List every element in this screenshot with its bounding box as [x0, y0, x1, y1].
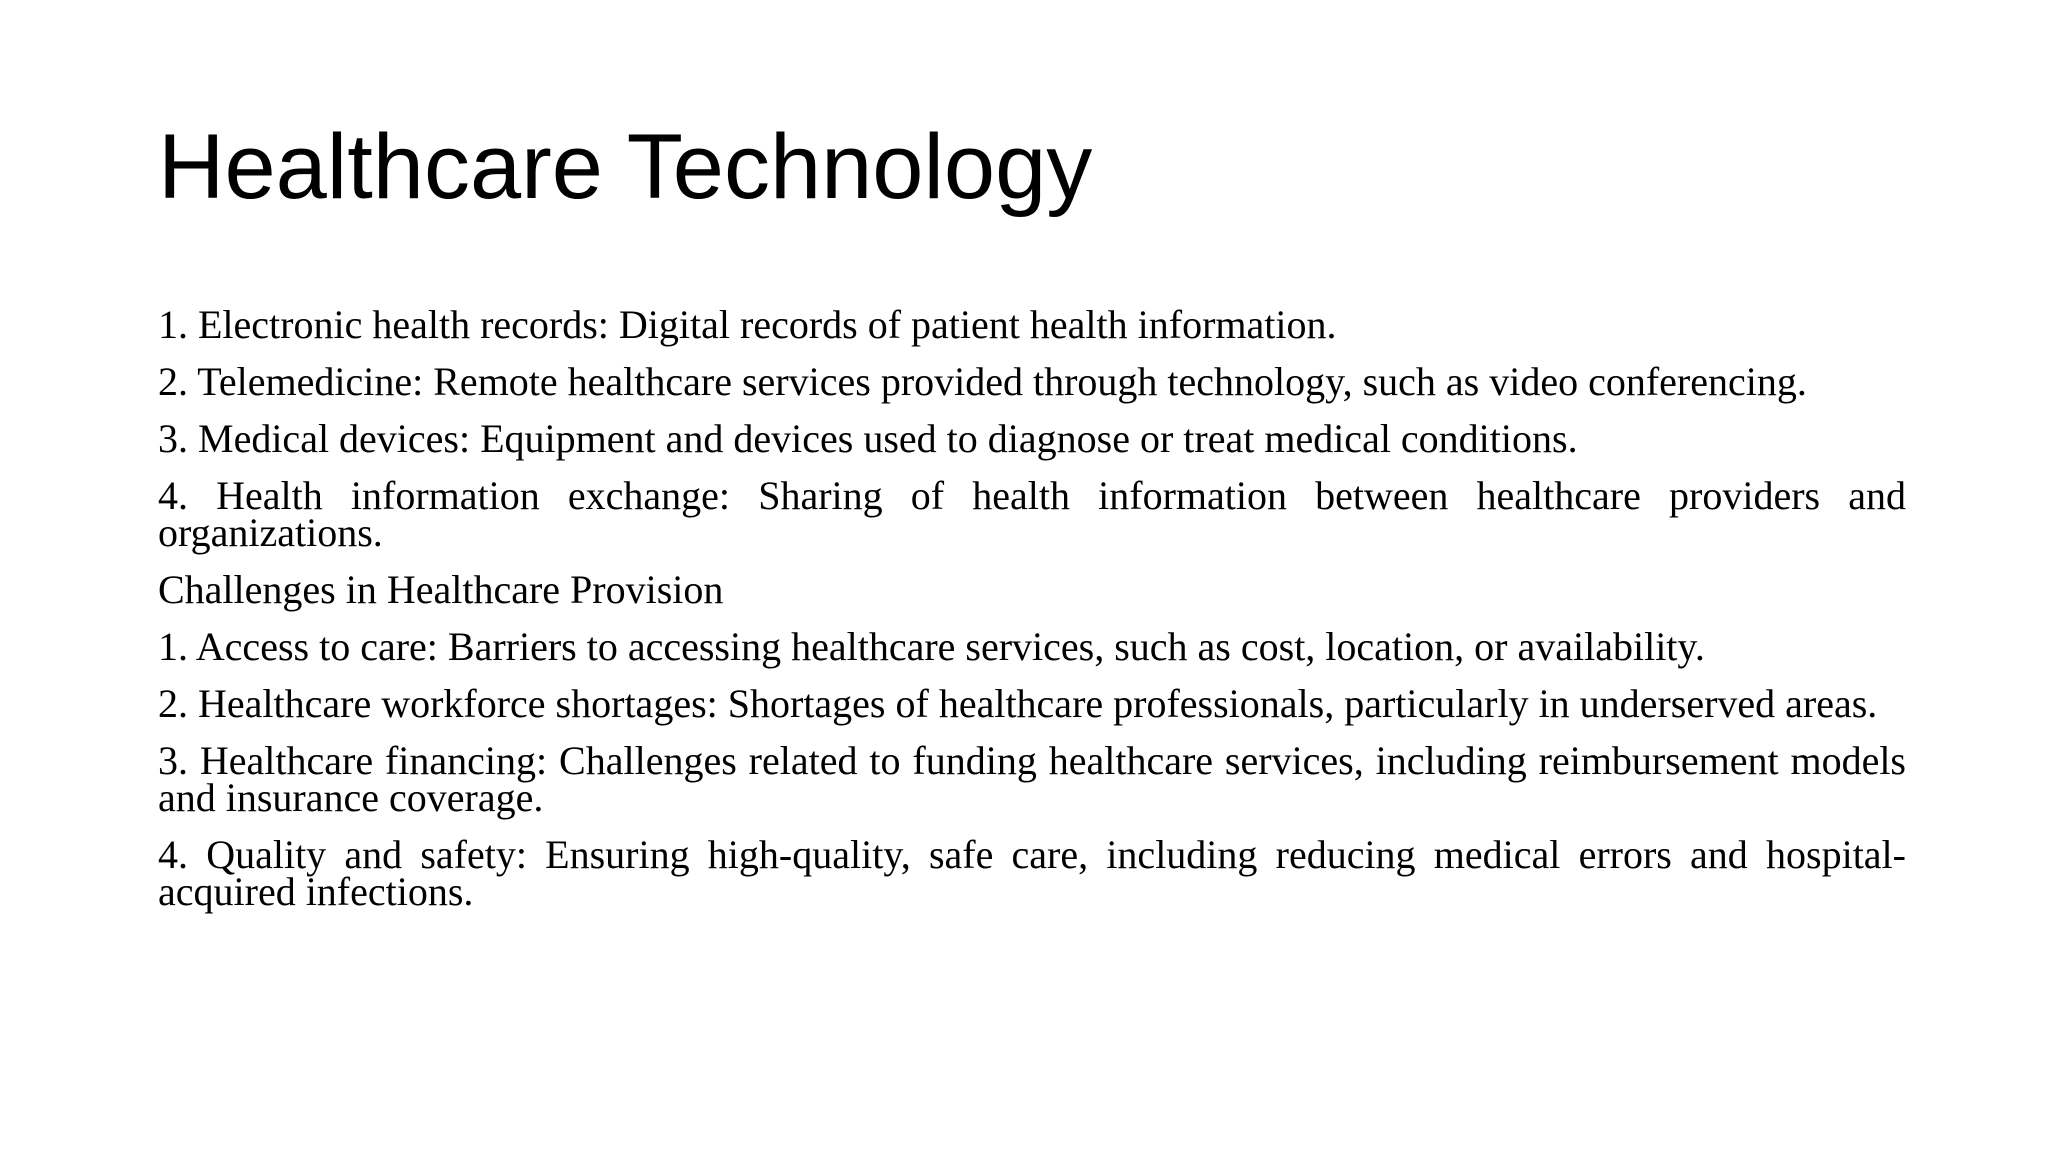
challenge-item-access-to-care: 1. Access to care: Barriers to accessing healthcare services, such as cost, location, or availability. — [158, 624, 1705, 669]
tech-item-medical-devices: 3. Medical devices: Equipment and devices used to diagnose or treat medical conditions. — [158, 416, 1578, 461]
challenge-item-workforce-shortages: 2. Healthcare workforce shortages: Shortages of healthcare professionals, particularly in underserved areas. — [158, 681, 1878, 726]
tech-item-electronic-health-records: 1. Electronic health records: Digital records of patient health information. — [158, 302, 1337, 347]
slide-title: Healthcare Technology — [158, 116, 1093, 218]
challenge-item-quality-and-safety: 4. Quality and safety: Ensuring high-quality, safe care, including reducing medical errors and hospital-acquired infections. — [158, 832, 1906, 914]
section-heading-challenges: Challenges in Healthcare Provision — [158, 567, 724, 612]
challenge-item-healthcare-financing: 3. Healthcare financing: Challenges related to funding healthcare services, including reimbursement models and insurance coverage. — [158, 738, 1906, 820]
slide-body — [158, 302, 1906, 930]
tech-item-health-information-exchange: 4. Health information exchange: Sharing of health information between healthcare providers and organizations. — [158, 473, 1906, 555]
tech-item-telemedicine: 2. Telemedicine: Remote healthcare services provided through technology, such as video conferencing. — [158, 359, 1807, 404]
